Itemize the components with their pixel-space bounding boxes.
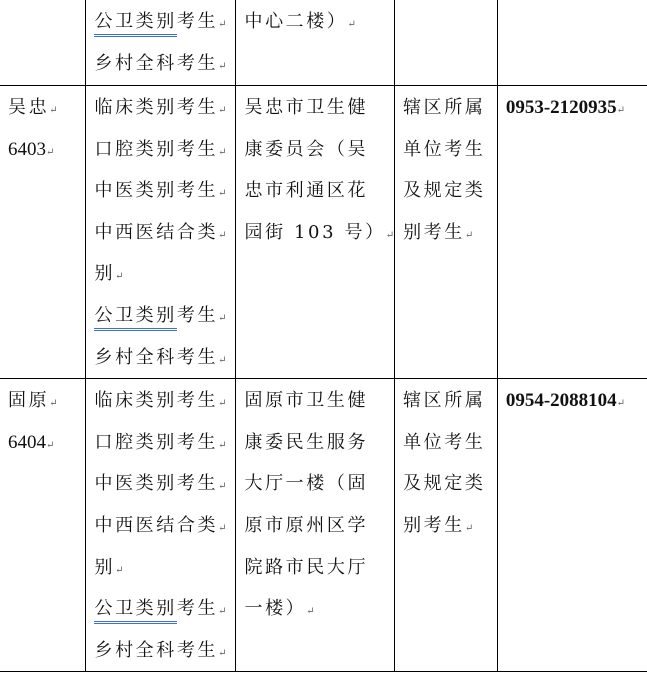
cell-line — [244, 505, 394, 547]
location-cell — [236, 0, 395, 86]
cell-line — [506, 87, 647, 129]
phone-cell — [497, 86, 647, 379]
paragraph-mark-icon: ↵ — [218, 188, 227, 200]
cell-text: 别 — [94, 263, 116, 285]
phone-number: 0954-2088104 — [505, 390, 617, 412]
table-row — [0, 0, 647, 86]
paragraph-mark-icon: ↵ — [218, 481, 227, 493]
cell-text: 别考生 — [403, 221, 465, 243]
cell-line — [403, 422, 497, 464]
paragraph-mark-icon: ↵ — [218, 647, 227, 659]
paragraph-mark-icon: ↵ — [218, 146, 227, 158]
cell-line — [403, 170, 497, 212]
cell-line — [244, 422, 394, 464]
cell-text: 吴忠市卫生健 — [244, 97, 369, 118]
cell-line — [244, 547, 394, 589]
cell-text: 临床类别考生 — [94, 97, 219, 118]
paragraph-mark-icon: ↵ — [616, 398, 626, 410]
cell-line — [244, 129, 394, 171]
paragraph-mark-icon: ↵ — [218, 439, 227, 451]
cell-line — [506, 380, 647, 422]
paragraph-mark-icon: ↵ — [218, 398, 227, 410]
cell-line — [8, 129, 85, 171]
location-cell — [236, 86, 395, 379]
table-row — [0, 86, 647, 379]
cell-line — [244, 170, 394, 212]
paragraph-mark-icon: ↵ — [616, 105, 626, 116]
paragraph-mark-icon: ↵ — [464, 229, 474, 241]
cell-line — [8, 422, 85, 464]
cell-line — [244, 212, 394, 254]
cell-text: 别 — [94, 556, 116, 578]
cell-text: 考生 — [176, 11, 219, 32]
cell-text: 单位考生 — [403, 431, 486, 453]
cell-text: 口腔类别考生 — [94, 138, 219, 160]
cell-line — [244, 588, 394, 630]
paragraph-mark-icon: ↵ — [347, 19, 356, 30]
region-cell — [0, 379, 86, 672]
cell-line — [244, 87, 394, 129]
cell-line — [94, 87, 235, 129]
location-cell — [236, 379, 395, 672]
cell-text: 院路市民大厅 — [244, 556, 369, 578]
cell-line — [244, 463, 394, 505]
cell-text: 中心二楼） — [244, 11, 348, 32]
cell-text: 考生 — [176, 304, 219, 326]
spellcheck-underline: 公卫类别 — [94, 597, 176, 624]
cell-line — [94, 253, 235, 295]
cell-text: 固原 — [8, 390, 50, 412]
cell-text: 临床类别考生 — [94, 390, 219, 412]
cell-text: 乡村全科考生 — [94, 639, 219, 661]
phone-number: 0953-2120935 — [505, 97, 617, 118]
region-code: 6403 — [8, 138, 46, 160]
paragraph-mark-icon: ↵ — [46, 439, 55, 451]
paragraph-mark-icon: ↵ — [115, 271, 124, 283]
cell-text: 别考生 — [403, 514, 465, 536]
paragraph-mark-icon: ↵ — [218, 19, 227, 30]
cell-text: 中西医结合类 — [94, 221, 219, 243]
categories-cell — [86, 379, 236, 672]
cell-text: 中医类别考生 — [94, 473, 219, 495]
cell-line — [94, 212, 235, 254]
phone-cell — [497, 379, 647, 672]
paragraph-mark-icon: ↵ — [218, 229, 227, 241]
cell-line — [403, 380, 497, 422]
cell-line — [94, 505, 235, 547]
paragraph-mark-icon: ↵ — [49, 398, 58, 410]
region-cell — [0, 86, 86, 379]
cell-line — [94, 170, 235, 212]
paragraph-mark-icon: ↵ — [385, 229, 395, 241]
phone-cell — [497, 0, 647, 86]
cell-line — [94, 463, 235, 505]
spellcheck-underline: 公卫类别 — [94, 304, 176, 331]
cell-line — [403, 463, 497, 505]
paragraph-mark-icon: ↵ — [218, 105, 227, 116]
cell-text: 大厅一楼（固 — [244, 473, 369, 495]
table-row — [0, 379, 647, 672]
paragraph-mark-icon: ↵ — [306, 606, 315, 618]
cell-line — [8, 87, 85, 129]
cell-line — [94, 380, 235, 422]
scope-cell — [395, 86, 498, 379]
cell-line — [94, 129, 235, 171]
region-code: 6404 — [8, 431, 46, 453]
cell-text: 口腔类别考生 — [94, 431, 219, 453]
cell-text: 乡村全科考生 — [94, 346, 219, 368]
categories-cell — [86, 86, 236, 379]
spellcheck-underline: 公卫类别 — [94, 10, 176, 37]
paragraph-mark-icon: ↵ — [218, 354, 227, 366]
cell-line — [94, 43, 235, 85]
cell-line — [94, 630, 235, 672]
cell-line — [94, 1, 235, 43]
cell-text: 固原市卫生健 — [244, 390, 369, 412]
cell-text: 单位考生 — [403, 138, 486, 160]
cell-text: 吴忠 — [8, 97, 50, 118]
cell-line — [94, 588, 235, 630]
scope-cell — [395, 0, 498, 86]
cell-text: 中医类别考生 — [94, 180, 219, 202]
cell-line — [244, 1, 394, 43]
cell-line — [403, 129, 497, 171]
cell-line — [244, 380, 394, 422]
cell-text: 考生 — [176, 598, 219, 620]
paragraph-mark-icon: ↵ — [464, 522, 474, 534]
cell-text: 康委员会（吴 — [244, 138, 369, 160]
paragraph-mark-icon: ↵ — [218, 606, 227, 618]
cell-text: 康委民生服务 — [244, 431, 369, 453]
cell-text: 一楼） — [244, 598, 307, 620]
cell-line — [403, 505, 497, 547]
cell-text: 中西医结合类 — [94, 514, 219, 536]
cell-line — [94, 337, 235, 379]
paragraph-mark-icon: ↵ — [218, 522, 227, 534]
cell-text: 乡村全科考生 — [94, 52, 219, 74]
cell-text: 辖区所属 — [403, 390, 486, 412]
paragraph-mark-icon: ↵ — [49, 105, 58, 116]
cell-line — [403, 212, 497, 254]
paragraph-mark-icon: ↵ — [218, 312, 227, 324]
cell-text: 及规定类 — [403, 180, 486, 202]
paragraph-mark-icon: ↵ — [115, 564, 124, 576]
cell-line — [94, 295, 235, 337]
cell-text: 忠市利通区花 — [244, 180, 369, 202]
cell-text: 原市原州区学 — [244, 514, 369, 536]
cell-line — [8, 380, 85, 422]
cell-line — [403, 87, 497, 129]
paragraph-mark-icon: ↵ — [218, 60, 227, 72]
cell-line — [94, 547, 235, 589]
categories-cell — [86, 0, 236, 86]
paragraph-mark-icon: ↵ — [46, 146, 55, 158]
cell-text: 园街 103 号） — [244, 221, 386, 243]
cell-line — [94, 422, 235, 464]
region-cell — [0, 0, 86, 86]
cell-text: 辖区所属 — [403, 97, 486, 118]
cell-text: 及规定类 — [403, 473, 486, 495]
scope-cell — [395, 379, 498, 672]
